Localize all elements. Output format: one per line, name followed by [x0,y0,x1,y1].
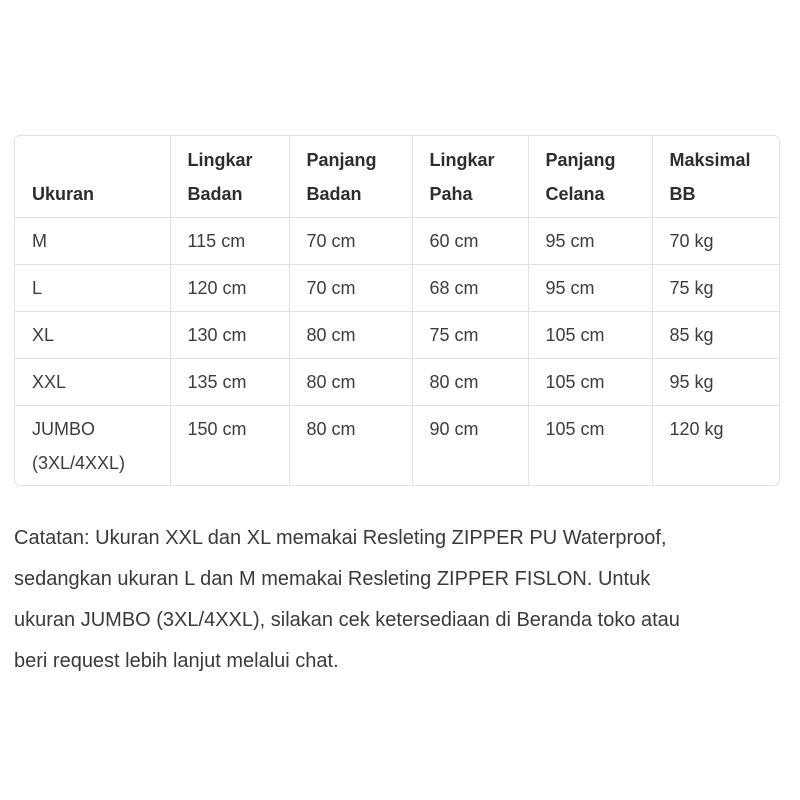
header-line: Badan [306,183,362,204]
table-cell: 90 cm [412,405,528,486]
table-cell: 68 cm [412,264,528,311]
table-cell: M [15,217,170,264]
table-cell: 105 cm [528,311,652,358]
header-line: Ukuran [32,183,95,204]
header-line: Lingkar [429,149,495,170]
table-cell: 135 cm [170,358,289,405]
table-cell: 150 cm [170,405,289,486]
size-chart-table-container [14,135,780,486]
table-cell: XL [15,311,170,358]
table-cell: 95 kg [652,358,780,405]
table-header-row [15,136,780,217]
header-line: Panjang [545,149,616,170]
size-note [14,518,784,682]
table-cell: 80 cm [289,405,412,486]
note-line: ukuran JUMBO (3XL/4XXL), silakan cek ketersediaan di Beranda toko atau [14,609,680,631]
table-cell: 60 cm [412,217,528,264]
header-line: Lingkar [187,149,253,170]
table-cell: 80 cm [412,358,528,405]
table-row [15,311,780,358]
header-panjang-celana [528,136,652,217]
table-cell: 130 cm [170,311,289,358]
header-line: Paha [429,183,473,204]
table-cell: 70 kg [652,217,780,264]
table-row [15,405,780,486]
table-cell: 70 cm [289,217,412,264]
table-cell: 85 kg [652,311,780,358]
table-cell: 80 cm [289,358,412,405]
table-cell: 70 cm [289,264,412,311]
header-lingkar-badan [170,136,289,217]
header-maksimal-bb [652,136,780,217]
table-cell: 75 cm [412,311,528,358]
table-cell: 115 cm [170,217,289,264]
table-cell: 95 cm [528,217,652,264]
header-panjang-badan [289,136,412,217]
table-cell [15,405,170,486]
table-row [15,264,780,311]
note-line: Catatan: Ukuran XXL dan XL memakai Resleting ZIPPER PU Waterproof, [14,527,667,549]
note-line: sedangkan ukuran L dan M memakai Resleting ZIPPER FISLON. Untuk [14,568,651,590]
table-cell: 75 kg [652,264,780,311]
size-chart-table [15,136,780,486]
header-line: Celana [545,183,605,204]
table-cell: 120 cm [170,264,289,311]
header-lingkar-paha [412,136,528,217]
header-line: Maksimal [669,149,751,170]
table-cell: 80 cm [289,311,412,358]
table-cell: 120 kg [669,418,724,439]
header-line: Badan [187,183,243,204]
table-cell: 105 cm [528,358,652,405]
table-cell: XXL [15,358,170,405]
cell-line: (3XL/4XXL) [32,452,126,473]
cell-line: JUMBO [32,418,95,439]
note-line: beri request lebih lanjut melalui chat. [14,650,339,672]
table-cell: 105 cm [528,405,652,486]
header-line: BB [669,183,696,204]
table-cell: L [15,264,170,311]
table-cell: 95 cm [528,264,652,311]
header-ukuran [15,136,170,217]
header-line: Panjang [306,149,377,170]
table-row [15,358,780,405]
table-row [15,217,780,264]
